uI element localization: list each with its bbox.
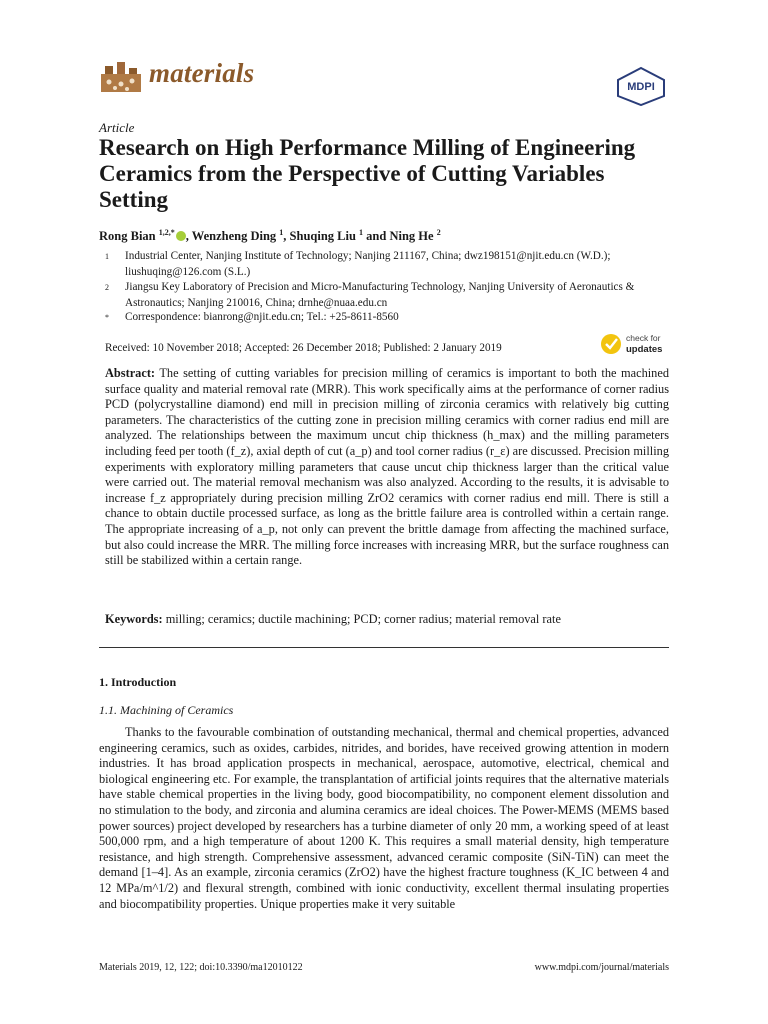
check-updates-line2: updates [626, 344, 663, 355]
keywords [105, 612, 669, 628]
author-affiliation-marker: 1,2,* [158, 228, 175, 237]
journal-logo-icon [99, 58, 143, 94]
publication-dates: Received: 10 November 2018; Accepted: 26 December 2018; Published: 2 January 2019 [105, 342, 502, 354]
affiliation-item [105, 280, 675, 311]
affiliation-marker: 1 [105, 252, 109, 261]
footer-citation: Materials 2019, 12, 122; doi:10.3390/ma12010122 [99, 962, 303, 973]
affiliation-marker: * [105, 313, 109, 322]
author-list: Rong Bian $^{1,2,*}$ , Wenzheng Ding $^1$, Shuqing Liu $^1$ and Ning He $^2$ [99, 228, 441, 244]
affiliation-item [105, 249, 675, 280]
orcid-icon[interactable] [176, 231, 186, 241]
author-affiliation-marker: 1 [279, 228, 284, 237]
affiliation-item [105, 310, 675, 326]
author-affiliation-marker: 1 [359, 228, 364, 237]
abstract-label: Abstract: [105, 366, 156, 380]
publisher-logo-icon[interactable] [614, 66, 668, 106]
footer-journal-url[interactable]: www.mdpi.com/journal/materials [534, 962, 669, 973]
section-heading: 1. Introduction [99, 675, 177, 689]
correspondence-text: Correspondence: bianrong@njit.edu.cn; Tel.: +25-8611-8560 [125, 311, 399, 323]
journal-name[interactable]: materials [149, 58, 255, 88]
author-name[interactable]: Rong Bian [99, 229, 156, 244]
article-type-label: Article [99, 120, 135, 135]
affiliation-text: Industrial Center, Nanjing Institute of Technology; Nanjing 211167, China; dwz198151@njit.edu.cn (W.D.); liushuqing@126.com (S.L.) [125, 250, 611, 278]
affiliation-marker: 2 [105, 283, 109, 292]
author-affiliation-marker: 2 [436, 228, 441, 237]
intro-paragraph: Thanks to the favourable combination of outstanding mechanical, thermal and chemical properties, advanced engineering ceramics, such as oxides, carbides, nitrides, and borides, have received growing attention in modern industries. It has broad application prospects in mechanical, aerospace, automotive, electrical, chemical and biological engineering etc. For example, the transplantation of artificial joints requires that the alternative materials have stable chemical properties in the living body, good biocompatibility, no component element dissolution and no stimulation to the body, and zirconia and alumina ceramics are ideal choices. The Power-MEMS (MEMS based power sources) project developed by researchers has a turbine diameter of only 20 mm, a working speed of at least 500,000 rpm, and a high temperature of about 1200 K. This requires a small material density, high temperature resistance, and high strength. Comprehensive assessment, advanced ceramic composite (SiN-TiN) can meet the demand [1–4]. As an example, zirconia ceramics (ZrO2) have the highest fracture toughness (K_IC between 4 and 12 MPa/m^1/2) and flexural strength, combined with ionic conductivity, excellent thermal insulating properties and biocompatibility properties. Unique properties make it very suitable [99, 725, 669, 911]
check-for-updates-badge[interactable] [600, 331, 672, 357]
publisher-name: MDPI [627, 81, 655, 93]
author-name[interactable]: Wenzheng Ding [191, 229, 277, 244]
abstract-text: The setting of cutting variables for precision milling of ceramics is important to both the machined surface quality and material removal rate (MRR). This work specifically aims at the performance of corner radius PCD (polycrystalline diamond) end mill in precision milling of zirconia ceramics with relatively big cutting parameters. The characteristics of the cutting zone in precision milling ceramics with corner radius end mill are analyzed. The relationships between the maximum uncut chip thickness (h_max) and the milling parameters including feed per tooth (f_z), axial depth of cut (a_p) and tool corner radius (r_ε) are discussed. Precision milling experiments with exploratory milling parameters that cause uncut chip thickness larger than the critical value were carried out. The material removal mechanism was also analyzed. According to the results, it is advisable to increase f_z appropriately during precision milling ZrO2 ceramics with corner radius end mill. There is still a chance to obtain ductile processed surface, as long as the brittle failure area is controlled within a certain range. The appropriate increasing of a_p, not only can prevent the brittle damage from affecting the machined surface, but also could increase the MRR. The milling force increases with increasing MRR, but the surface roughness can still be stabilized within a certain range. [105, 366, 669, 568]
keywords-text: milling; ceramics; ductile machining; PCD; corner radius; material removal rate [165, 612, 561, 626]
section-divider [99, 647, 669, 648]
abstract [105, 366, 669, 569]
affiliation-text: Jiangsu Key Laboratory of Precision and Micro-Manufacturing Technology, Nanjing University of Aeronautics & Astronautics; Nanjing 210016, China; drnhe@nuaa.edu.cn [125, 281, 635, 309]
author-name[interactable]: Shuqing Liu [289, 229, 356, 244]
article-title: Research on High Performance Milling of Engineering Ceramics from the Perspective of Cutting Variables Setting [99, 135, 636, 212]
keywords-label: Keywords: [105, 612, 163, 626]
subsection-heading: 1.1. Machining of Ceramics [99, 703, 234, 717]
author-name[interactable]: Ning He [389, 229, 434, 244]
check-updates-line1: check for [626, 333, 661, 343]
